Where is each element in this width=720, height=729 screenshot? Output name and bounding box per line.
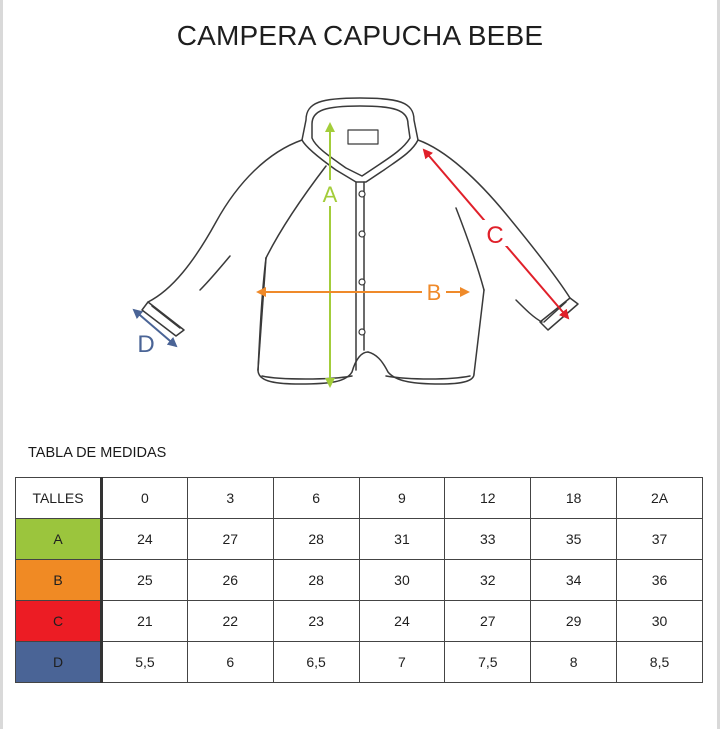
table-cell: 29 (531, 601, 617, 642)
table-cell: 6,5 (273, 642, 359, 683)
header-size: 9 (359, 478, 445, 519)
table-cell: 36 (617, 560, 703, 601)
table-cell: 27 (187, 519, 273, 560)
table-header-row (16, 478, 703, 519)
row-label-d: D (16, 642, 102, 683)
table-cell: 33 (445, 519, 531, 560)
button-2 (359, 231, 365, 237)
page-title: CAMPERA CAPUCHA BEBE (176, 20, 544, 51)
button-1 (359, 191, 365, 197)
table-cell: 22 (187, 601, 273, 642)
header-talles: TALLES (16, 478, 102, 519)
table-row-a (16, 519, 703, 560)
table-cell: 28 (273, 560, 359, 601)
table-cell: 7,5 (445, 642, 531, 683)
table-cell: 5,5 (102, 642, 188, 683)
row-label-a: A (16, 519, 102, 560)
table-cell: 8 (531, 642, 617, 683)
button-3 (359, 279, 365, 285)
table-cell: 30 (617, 601, 703, 642)
table-cell: 32 (445, 560, 531, 601)
header-size: 18 (531, 478, 617, 519)
table-row-c (16, 601, 703, 642)
table-title: TABLA DE MEDIDAS (28, 445, 167, 461)
table-row-d (16, 642, 703, 683)
table-cell: 23 (273, 601, 359, 642)
table-cell: 34 (531, 560, 617, 601)
table-row-b (16, 560, 703, 601)
label-c: C (486, 222, 504, 249)
table-cell: 25 (102, 560, 188, 601)
button-4 (359, 329, 365, 335)
jacket-outline (142, 98, 578, 384)
table-cell: 31 (359, 519, 445, 560)
table-cell: 26 (187, 560, 273, 601)
table-cell: 6 (187, 642, 273, 683)
table-cell: 37 (617, 519, 703, 560)
header-size: 2A (617, 478, 703, 519)
table-cell: 24 (359, 601, 445, 642)
table-cell: 35 (531, 519, 617, 560)
header-size: 12 (445, 478, 531, 519)
table-cell: 8,5 (617, 642, 703, 683)
table-cell: 30 (359, 560, 445, 601)
row-label-b: B (16, 560, 102, 601)
label-a: A (322, 182, 338, 207)
table-cell: 28 (273, 519, 359, 560)
header-size: 6 (273, 478, 359, 519)
row-label-c: C (16, 601, 102, 642)
label-b: B (426, 280, 442, 305)
table-cell: 24 (102, 519, 188, 560)
table-cell: 7 (359, 642, 445, 683)
table-cell: 27 (445, 601, 531, 642)
measurements-table (15, 477, 703, 683)
header-size: 3 (187, 478, 273, 519)
table-cell: 21 (102, 601, 188, 642)
header-size: 0 (102, 478, 188, 519)
label-d: D (137, 331, 155, 358)
